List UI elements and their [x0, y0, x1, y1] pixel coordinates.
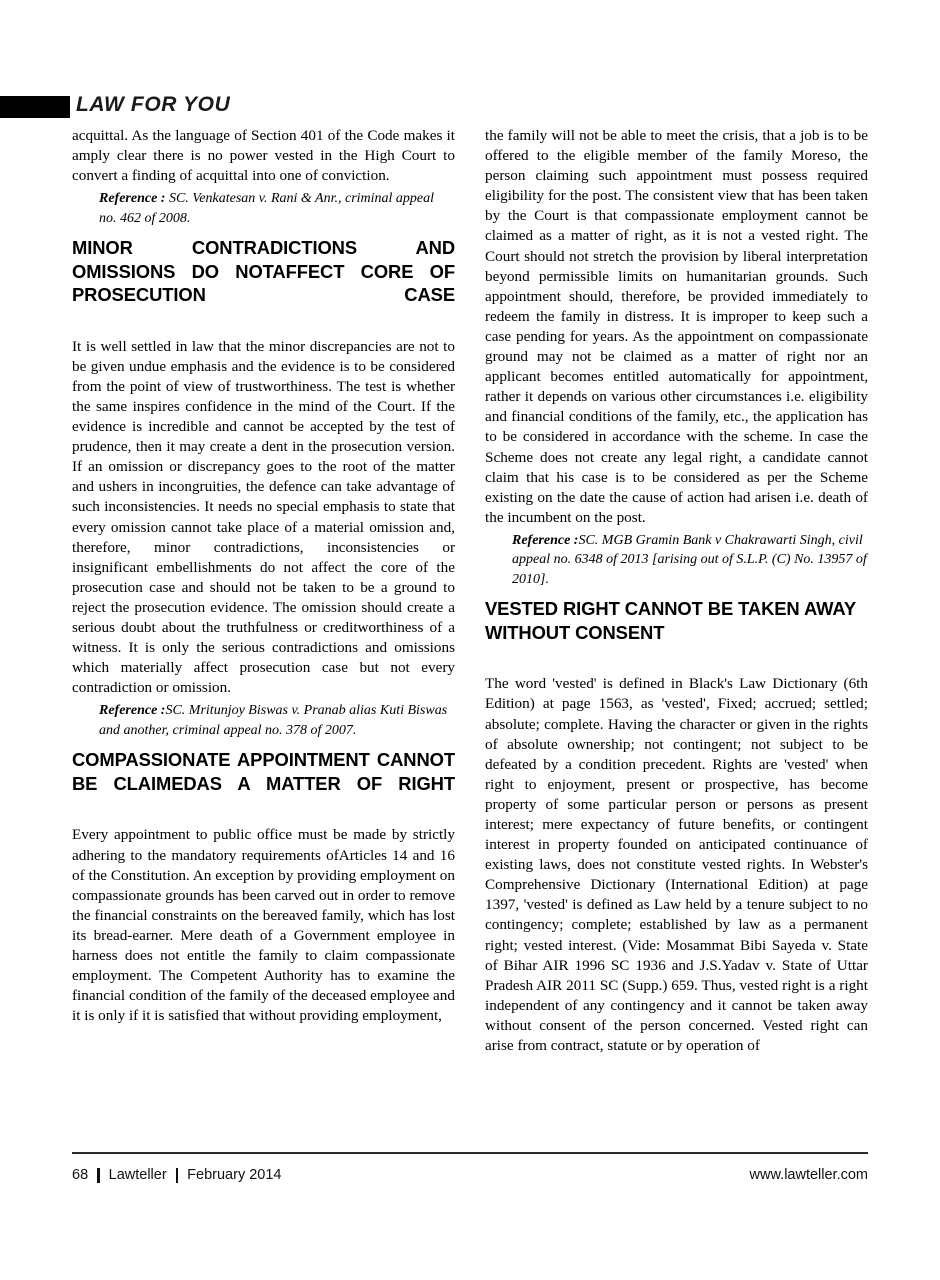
- reference-text: SC. MGB Gramin Bank v Chakrawarti Singh, civil appeal no. 6348 of 2013 [arising out of S.L.P. (C) No. 13957 of 2010].: [512, 532, 867, 587]
- reference-label: Reference :: [512, 532, 579, 548]
- left-paragraph-1: It is well settled in law that the minor discrepancies are not to be given undue emphasis and the evidence is to be considered from the point of view of trustworthiness. The test is whether the same inspires confidence in the mind of the Court. If the evidence is incredible and cannot be accepted by the test of prudence, then it may create a dent in the prosecution version. If an omission or discrepancy goes to the root of the matter and ushers in incongruities, the defence can take advantage of such inconsistencies. It needs no special emphasis to state that every omission cannot take place of a material omission and, therefore, minor contradictions, inconsistencies or insignificant embellishments do not affect the core of the prosecution case and should not be taken to be a ground to reject the prosecution evidence. The omission should create a serious doubt about the truthfulness or creditworthiness of a witness. It is only the serious contradictions and omissions which materially affect prosecution case but not every contradiction or omission.: [72, 337, 455, 697]
- right-column: [485, 126, 868, 1101]
- footer-left-group: [72, 1167, 281, 1183]
- reference-text: SC. Venkatesan v. Rani & Anr., criminal appeal no. 462 of 2008.: [99, 191, 435, 226]
- right-paragraph-1: The word 'vested' is defined in Black's Law Dictionary (6th Edition) at page 1563, as 'vested', Fixed; accrued; settled; absolute; complete. Having the character or given in the rights of absolute ownership; not contingent; not subject to be defeated by a condition precedent. Rights are 'vested' when right to enjoyment, present or prospective, has become property of some particular person or persons as present interest; mere expectancy of future benefits, or contingent interest in property founded on anticipated continuance of existing laws, does not constitute vested rights. In Webster's Comprehensive Dictionary (International Edition) at page 1397, 'vested' is defined as Law held by a tenure subject to no contingency; complete; established by law as a permanent right; vested interest. (Vide: Mosammat Bibi Sayeda v. State of Bihar AIR 1996 SC 1936 and J.S.Yadav v. State of Uttar Pradesh AIR 2011 SC (Supp.) 659. Thus, vested right is a right independent of any contingency and it cannot be taken away without consent of the person concerned. Vested right can arise from contract, statute or by operation of: [485, 675, 868, 1054]
- footer-issue-date: February 2014: [187, 1167, 282, 1183]
- footer-separator-icon: [176, 1168, 179, 1183]
- footer-divider: [72, 1152, 868, 1154]
- reference-block-mgb-gramin-bank: [485, 531, 868, 589]
- masthead-black-bar: [0, 96, 70, 118]
- heading-minor-contradictions: MINOR CONTRADICTIONS AND OMISSIONS DO NOTAFFECT CORE OF PROSECUTION CASE: [72, 237, 455, 305]
- reference-block-venkatesan: [72, 189, 455, 228]
- heading-vested-right: VESTED RIGHT CANNOT BE TAKEN AWAY WITHOUT CONSENT: [485, 598, 856, 643]
- masthead: [0, 93, 880, 120]
- reference-block-mritunjoy: [72, 701, 455, 740]
- left-paragraph-2: Every appointment to public office must be made by strictly adhering to the mandatory requirements ofArticles 14 and 16 of the Constitution. An exception by providing employment on compassionate grounds has been carved out in order to remove the financial constraints on the bereaved family, which has lost its bread-earner. Mere death of a Government employee in harness does not entitle the family to claim compassionate employment. The Competent Authority has to examine the financial condition of the family of the deceased employee and it is only if it is satisfied that without providing employment,: [72, 826, 455, 1025]
- masthead-title: LAW FOR YOU: [76, 93, 231, 116]
- footer-publication-name: Lawteller: [108, 1167, 167, 1183]
- footer-separator-icon: [97, 1168, 100, 1183]
- article-columns: [72, 126, 868, 1101]
- page-footer: [72, 1162, 868, 1188]
- reference-label: Reference :: [99, 191, 166, 207]
- left-continued-paragraph: acquittal. As the language of Section 401 of the Code makes it amply clear there is no power vested in the High Court to convert a finding of acquittal into one of conviction.: [72, 127, 455, 185]
- footer-website: www.lawteller.com: [749, 1167, 868, 1183]
- footer-page-number: 68: [72, 1167, 89, 1183]
- right-continued-paragraph: the family will not be able to meet the crisis, that a job is to be offered to the eligible member of the family Moreso, the person claiming such appointment must possess required eligibility for the post. The consistent view that has been taken by the Court is that compassionate employment cannot be claimed as a matter of right, as it is not a vested right. The Court should not stretch the provision by liberal interpretation beyond permissible limits on humanitarian grounds. Such appointment should, therefore, be provided immediately to redeem the family in distress. It is improper to keep such a case pending for years. As the appointment on compassionate ground may not be claimed as a matter of right nor an applicant becomes entitled automatically for appointment, rather it depends on various other circumstances i.e. eligibility and financial conditions of the family, etc., the application has to be considered in accordance with the scheme. In case the Scheme does not create any legal right, a candidate cannot claim that his case is to be considered as per the Scheme existing on the date the cause of action had arisen i.e. death of the incumbent on the post.: [485, 127, 868, 526]
- reference-label: Reference :: [99, 703, 166, 719]
- heading-compassionate-appointment: COMPASSIONATE APPOINTMENT CANNOT BE CLAIMEDAS A MATTER OF RIGHT: [72, 749, 455, 794]
- reference-text: SC. Mritunjoy Biswas v. Pranab alias Kuti Biswas and another, criminal appeal no. 378 of 2007.: [99, 703, 448, 738]
- left-column: [72, 126, 455, 1101]
